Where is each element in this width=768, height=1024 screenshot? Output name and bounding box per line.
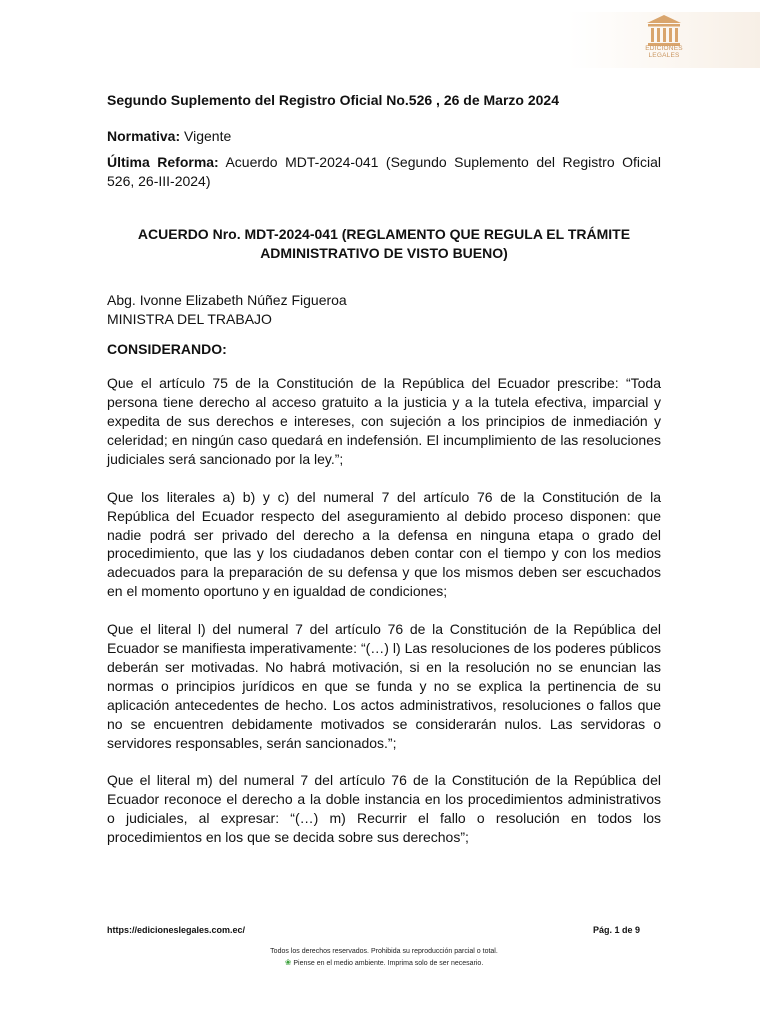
ultima-reforma-line	[107, 153, 661, 191]
reforma-value: Acuerdo MDT-2024-041 (Segundo Suplemento del Registro Oficial 526, 26-III-2024)	[107, 153, 661, 189]
page-number: Pág. 1 de 9	[593, 925, 641, 935]
paragraph-2: Que los literales a) b) y c) del numeral 7 del artículo 76 de la Constitución de la República del Ecuador respecto del aseguramiento al debido proceso disponen: que nadie podrá ser privado del derecho a la defensa en ninguna etapa o grado del procedimiento, que las y los ciudadanos deben contar con el tiempo y con los medios adecuados para la preparación de su defensa y que los mismos deben ser escuchados en el momento oportuno y en igualdad de condiciones;	[107, 488, 661, 600]
paragraph-1: Que el artículo 75 de la Constitución de la República del Ecuador prescribe: “Toda persona tiene derecho al acceso gratuito a la justicia y a la tutela efectiva, imparcial y expedita de sus derechos e intereses, con sujeción a los principios de inmediación y celeridad; en ningún caso quedará en indefensión. El incumplimiento de las resoluciones judiciales será sancionado por la ley.”;	[107, 375, 661, 467]
environment-notice	[0, 958, 768, 969]
footer-url-link[interactable]: https://edicioneslegales.com.ec/	[107, 925, 246, 935]
logo-text	[630, 45, 698, 59]
normativa-label: Normativa:	[107, 127, 181, 144]
title-line2: ADMINISTRATIVO DE VISTO BUENO)	[260, 244, 508, 261]
publisher-logo	[568, 12, 760, 68]
logo-line2: LEGALES	[648, 52, 680, 59]
rights-notice: Todos los derechos reservados. Prohibida su reproducción parcial o total.	[270, 948, 498, 955]
environment-text: Piense en el medio ambiente. Imprima solo de ser necesario.	[293, 960, 484, 967]
title-line1: ACUERDO Nro. MDT-2024-041 (REGLAMENTO QUE REGULA EL TRÁMITE	[137, 225, 631, 242]
document-body	[107, 91, 661, 847]
document-title	[107, 225, 661, 263]
signatory-position: MINISTRA DEL TRABAJO	[107, 311, 272, 328]
registro-line: Segundo Suplemento del Registro Oficial No.526 , 26 de Marzo 2024	[107, 92, 560, 108]
paragraph-4: Que el literal m) del numeral 7 del artículo 76 de la Constitución de la República del Ecuador reconoce el derecho a la doble instancia en los procedimientos administrativos o judiciales, al expresar: “(…) m) Recurrir el fallo o resolución en todos los procedimientos en los que se decida sobre sus derechos”;	[107, 772, 661, 846]
signatory-name: Abg. Ivonne Elizabeth Núñez Figueroa	[107, 292, 347, 309]
columns-temple-icon	[644, 14, 684, 48]
reforma-label: Última Reforma:	[107, 153, 219, 170]
normativa-value: Vigente	[180, 127, 232, 144]
considerando-heading: CONSIDERANDO:	[107, 341, 227, 358]
leaf-icon: ❀	[284, 958, 292, 967]
normativa-line	[107, 127, 661, 146]
paragraph-3: Que el literal l) del numeral 7 del artículo 76 de la Constitución de la República del Ecuador se manifiesta imperativamente: “(…) l) Las resoluciones de los poderes públicos deberán ser motivadas. No habrá motivación, si en la resolución no se enuncian las normas o principios jurídicos en que se funda y no se explica la pertinencia de su aplicación antecedentes de hecho. Los actos administrativos, resoluciones o fallos que no se encuentren debidamente motivados se considerarán nulos. Las servidoras o servidores responsables, serán sancionados.”;	[107, 621, 661, 751]
logo-line1: EDICIONES	[645, 45, 683, 52]
